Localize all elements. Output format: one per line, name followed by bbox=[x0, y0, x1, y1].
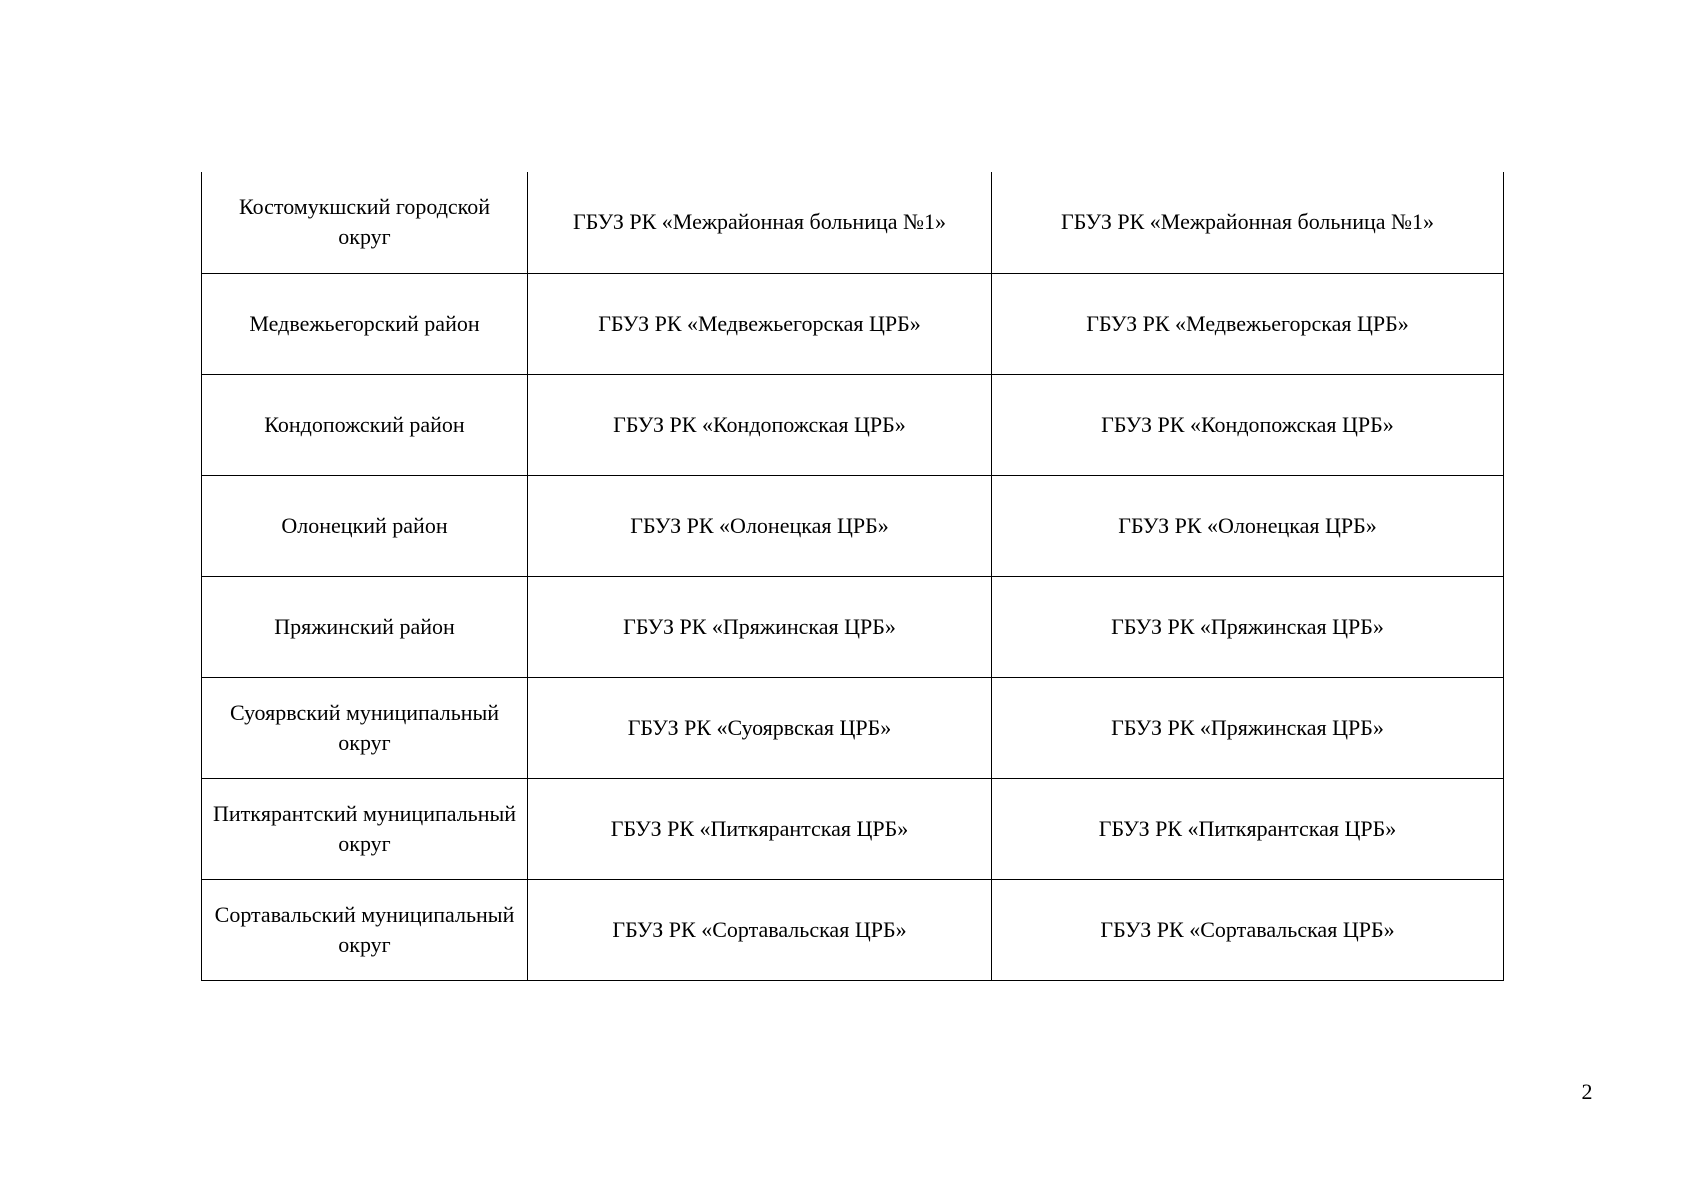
assigned-hospital-cell: ГБУЗ РК «Пряжинская ЦРБ» bbox=[992, 677, 1504, 778]
territory-cell: Медвежьегорский район bbox=[202, 273, 528, 374]
assigned-hospital-cell: ГБУЗ РК «Пряжинская ЦРБ» bbox=[992, 576, 1504, 677]
territory-cell: Питкярантский муниципальный округ bbox=[202, 778, 528, 879]
assigned-hospital-cell: ГБУЗ РК «Сортавальская ЦРБ» bbox=[992, 879, 1504, 980]
table-row bbox=[202, 374, 1504, 475]
territory-cell: Костомукшский городской округ bbox=[202, 172, 528, 273]
hospital-cell: ГБУЗ РК «Кондопожская ЦРБ» bbox=[528, 374, 992, 475]
territory-cell: Пряжинский район bbox=[202, 576, 528, 677]
table-row bbox=[202, 677, 1504, 778]
hospital-cell: ГБУЗ РК «Межрайонная больница №1» bbox=[528, 172, 992, 273]
hospital-cell: ГБУЗ РК «Питкярантская ЦРБ» bbox=[528, 778, 992, 879]
assigned-hospital-cell: ГБУЗ РК «Медвежьегорская ЦРБ» bbox=[992, 273, 1504, 374]
assigned-hospital-cell: ГБУЗ РК «Олонецкая ЦРБ» bbox=[992, 475, 1504, 576]
territory-cell: Сортавальский муниципальный округ bbox=[202, 879, 528, 980]
hospital-assignment-table bbox=[201, 172, 1504, 981]
territory-cell: Суоярвский муниципальный округ bbox=[202, 677, 528, 778]
hospital-cell: ГБУЗ РК «Медвежьегорская ЦРБ» bbox=[528, 273, 992, 374]
table-row bbox=[202, 778, 1504, 879]
table-row bbox=[202, 172, 1504, 273]
assigned-hospital-cell: ГБУЗ РК «Межрайонная больница №1» bbox=[992, 172, 1504, 273]
territory-cell: Олонецкий район bbox=[202, 475, 528, 576]
table-row bbox=[202, 576, 1504, 677]
assigned-hospital-cell: ГБУЗ РК «Кондопожская ЦРБ» bbox=[992, 374, 1504, 475]
hospital-cell: ГБУЗ РК «Олонецкая ЦРБ» bbox=[528, 475, 992, 576]
hospital-cell: ГБУЗ РК «Суоярвская ЦРБ» bbox=[528, 677, 992, 778]
page-number: 2 bbox=[1581, 1079, 1593, 1104]
hospital-cell: ГБУЗ РК «Сортавальская ЦРБ» bbox=[528, 879, 992, 980]
assigned-hospital-cell: ГБУЗ РК «Питкярантская ЦРБ» bbox=[992, 778, 1504, 879]
hospital-cell: ГБУЗ РК «Пряжинская ЦРБ» bbox=[528, 576, 992, 677]
table-row bbox=[202, 879, 1504, 980]
table-row bbox=[202, 475, 1504, 576]
table-row bbox=[202, 273, 1504, 374]
territory-cell: Кондопожский район bbox=[202, 374, 528, 475]
